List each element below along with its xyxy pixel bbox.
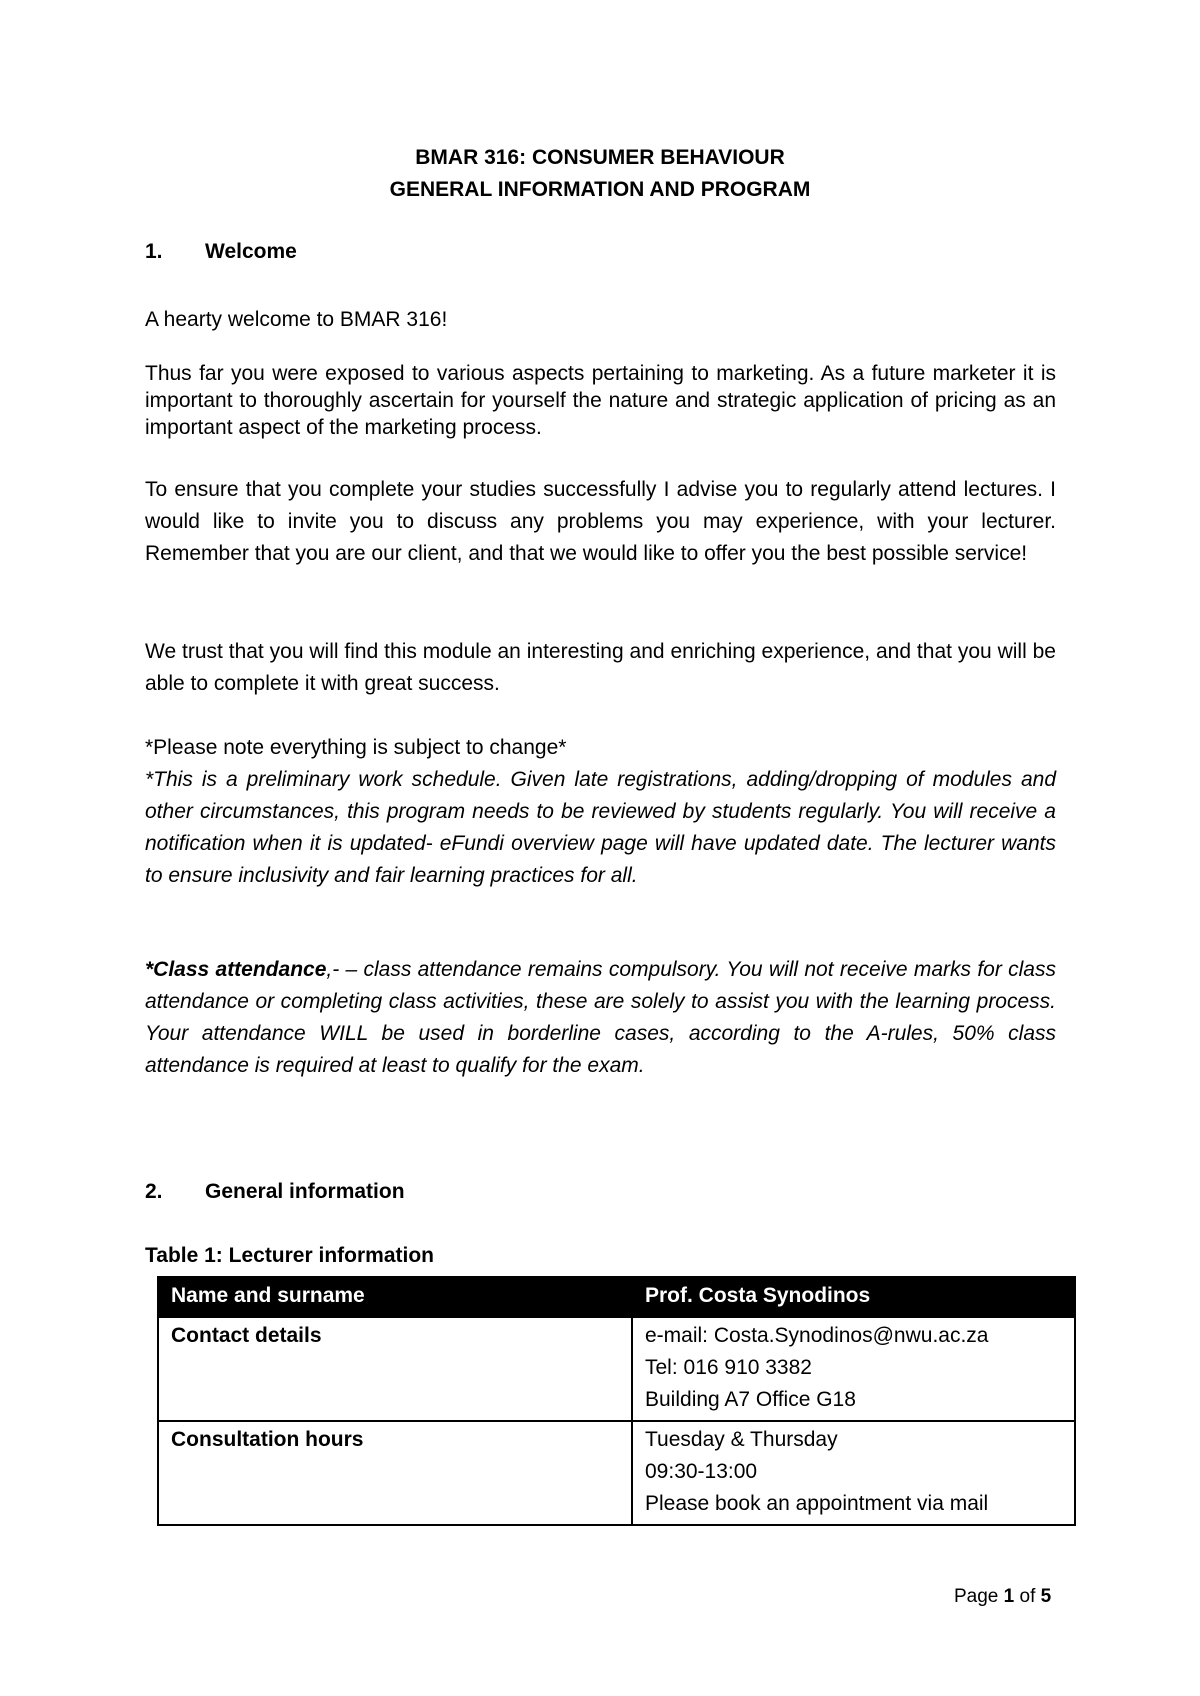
table-caption: Table 1: Lecturer information <box>145 1244 434 1267</box>
consultation-time: 09:30-13:00 <box>645 1460 758 1483</box>
total-pages: 5 <box>1040 1586 1052 1607</box>
table-cell-label: Name and surname <box>158 1277 632 1317</box>
consultation-note: Please book an appointment via mail <box>645 1492 989 1515</box>
class-attendance-paragraph <box>145 954 1056 1082</box>
page-of: of <box>1014 1586 1041 1607</box>
page-prefix: Page <box>954 1586 1004 1607</box>
table-cell-value <box>632 1317 1075 1421</box>
schedule-disclaimer: *This is a preliminary work schedule. Given late registrations, adding/dropping of modules and other circumstances, this program needs to be reviewed by students regularly. You will receive a notification when it is updated- eFundi overview page will have updated date. The lecturer wants to ensure inclusivity and fair learning practices for all. <box>145 768 1056 887</box>
welcome-paragraph-2: Thus far you were exposed to various aspects pertaining to marketing. As a future marketer it is important to thoroughly ascertain for yourself the nature and strategic application of pricing as an important aspect of the marketing process. <box>145 362 1056 439</box>
section-number: 1. <box>145 240 163 263</box>
lecturer-information-table <box>157 1276 1076 1526</box>
welcome-paragraph-4: We trust that you will find this module an interesting and enriching experience, and that you will be able to complete it with great success. <box>145 640 1056 695</box>
section-title: Welcome <box>205 240 297 263</box>
class-attendance-text: ,- – class attendance remains compulsory. You will not receive marks for class attendance or completing class activities, these are solely to assist you with the learning process. Your attendance WILL be used in borderline cases, according to the A-rules, 50% class attendance is required at least to qualify for the exam. <box>145 958 1056 1077</box>
section-heading-welcome <box>145 240 297 264</box>
change-note <box>145 732 1056 892</box>
change-note-line: *Please note everything is subject to change* <box>145 736 567 759</box>
class-attendance-label: *Class attendance <box>145 958 327 981</box>
table-cell-value <box>632 1421 1075 1525</box>
document-title: BMAR 316: CONSUMER BEHAVIOUR <box>415 146 785 169</box>
current-page: 1 <box>1003 1586 1015 1607</box>
contact-email: e-mail: Costa.Synodinos@nwu.ac.za <box>645 1324 989 1347</box>
page-number-footer <box>954 1586 1051 1608</box>
table-row <box>158 1421 1075 1525</box>
table-row <box>158 1277 1075 1317</box>
contact-office: Building A7 Office G18 <box>645 1388 856 1411</box>
contact-phone: Tel: 016 910 3382 <box>645 1356 812 1379</box>
table-cell-label: Consultation hours <box>158 1421 632 1525</box>
section-title: General information <box>205 1180 405 1203</box>
consultation-days: Tuesday & Thursday <box>645 1428 838 1451</box>
table-row <box>158 1317 1075 1421</box>
document-subtitle: GENERAL INFORMATION AND PROGRAM <box>389 178 811 201</box>
table-cell-label: Contact details <box>158 1317 632 1421</box>
welcome-paragraph-3: To ensure that you complete your studies successfully I advise you to regularly attend lectures. I would like to invite you to discuss any problems you may experience, with your lecturer. Remember that you are our client, and that we would like to offer you the best possible service! <box>145 478 1056 565</box>
welcome-paragraph-1: A hearty welcome to BMAR 316! <box>145 308 448 331</box>
section-number: 2. <box>145 1180 163 1203</box>
section-heading-general-information <box>145 1180 405 1204</box>
table-cell-value: Prof. Costa Synodinos <box>632 1277 1075 1317</box>
